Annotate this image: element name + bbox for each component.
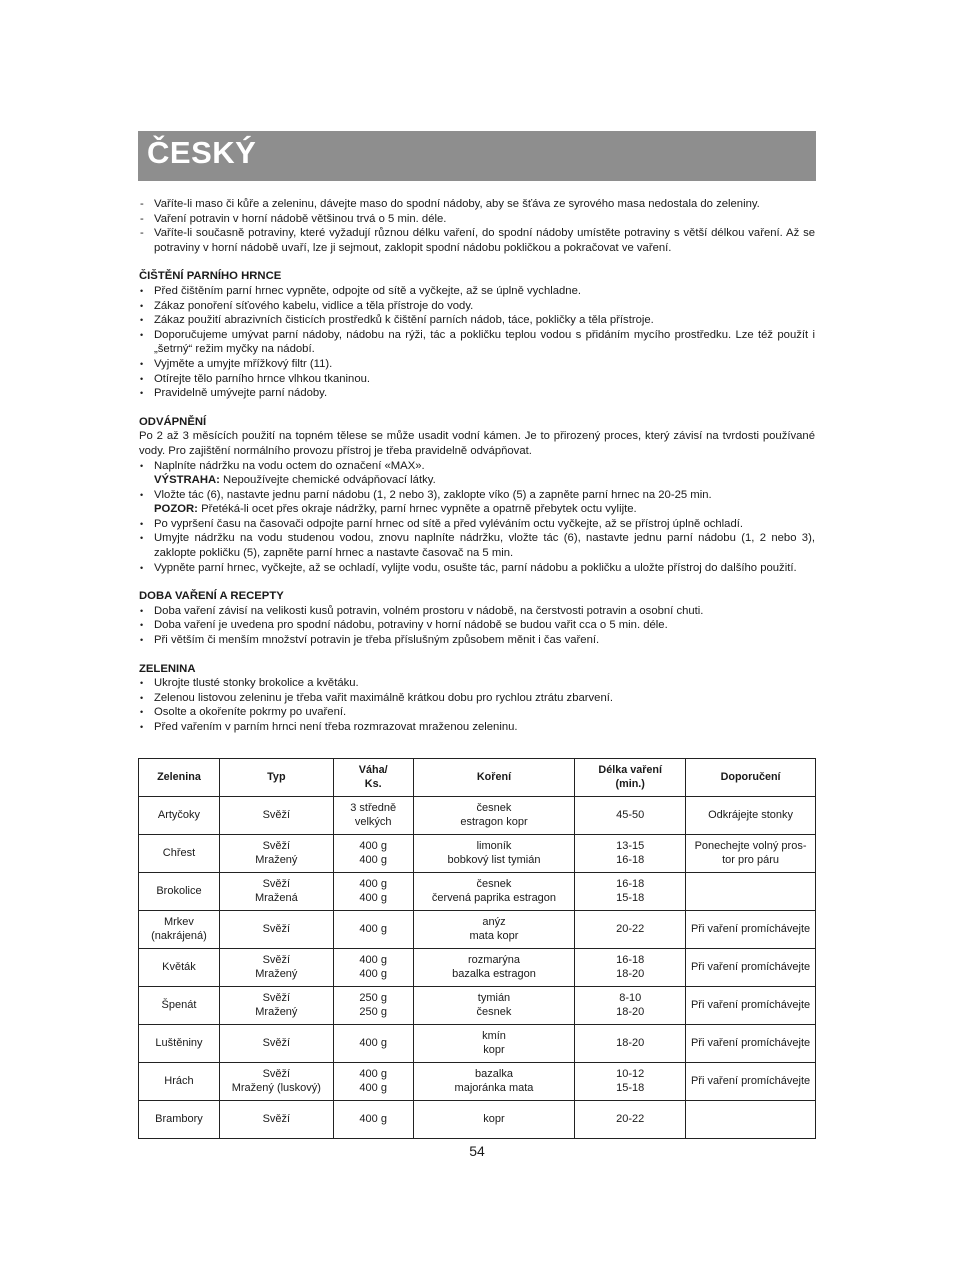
descaling-item: • Vypněte parní hrnec, vyčkejte, až se ochladí, vylijte vodu, osušte tác, parní nádobu a pokličku a uložte přístroj do dalšího použití.: [139, 561, 815, 576]
cell-line: 20-22: [616, 922, 645, 935]
cleaning-item: • Zákaz použití abrazivních čisticích prostředků k čištění parních nádob, táce, pokličky a těla přístroje.: [139, 313, 815, 328]
table-cell: [219, 873, 333, 911]
descaling-item: • Umyjte nádržku na vodu studenou vodou, znovu naplníte nádržku, vložte tác (6), nastavte jednu parní nádobu (1, 2 nebo 3), zaklopte pokličku (5), zapněte parní hrnec a nastavte časovač na 5 min.: [139, 531, 815, 560]
table-header-row: [139, 759, 816, 797]
table-cell: [575, 1063, 686, 1101]
cell-line: bazalka: [475, 1068, 513, 1080]
table-cell: [413, 987, 575, 1025]
cell-line: Svěží: [262, 992, 291, 1004]
cell-line: Brambory: [155, 1112, 203, 1125]
language-header-bar: [138, 131, 816, 181]
table-cell: [219, 911, 333, 949]
cell-line: bazalka estragon: [452, 967, 536, 980]
cell-line: Mražený (luskový): [231, 1081, 321, 1094]
table-cell: [139, 1101, 220, 1139]
table-cell: [413, 911, 575, 949]
column-header: [139, 759, 220, 797]
table-body: [139, 797, 816, 1139]
cooking-time-item: • Při větším či menším množství potravin je třeba příslušným způsobem měnit i čas vaření.: [139, 633, 815, 648]
cell-line: 400 g: [359, 891, 387, 904]
table-cell: [139, 797, 220, 835]
table-cell: [686, 797, 816, 835]
cell-line: 400 g: [359, 1081, 387, 1094]
table-cell: [413, 1101, 575, 1139]
table-cell: [219, 1063, 333, 1101]
table-cell: [333, 835, 413, 873]
table-cell: [333, 873, 413, 911]
table-cell: [219, 1101, 333, 1139]
cleaning-item: • Před čištěním parní hrnec vypněte, odpojte od sítě a vyčkejte, až se úplně vychladne.: [139, 284, 815, 299]
table-cell: [333, 911, 413, 949]
table-cell: [219, 797, 333, 835]
cell-line: Svěží: [262, 808, 291, 821]
cell-line: Mražený: [255, 853, 298, 866]
table-cell: [139, 835, 220, 873]
table-cell: [139, 1063, 220, 1101]
vegetables-item: • Ukrojte tlusté stonky brokolice a květáku.: [139, 676, 815, 691]
cell-line: Mražený: [255, 967, 298, 980]
table-cell: [333, 1101, 413, 1139]
vegetables-item: • Před vařením v parním hrnci není třeba rozmrazovat mraženou zeleninu.: [139, 720, 815, 735]
intro-item: - Vaříte-li maso či kůře a zeleninu, dávejte maso do spodní nádoby, aby se šťáva ze syrového masa nedostala do zeleniny.: [139, 197, 815, 212]
cleaning-item: • Doporučujeme umývat parní nádoby, nádobu na rýži, tác a pokličku teplou vodou s přidáním mycího prostředku. Lze též použít i „šetrný“ režim myčky na nádobí.: [139, 328, 815, 357]
cell-line: 13-15: [616, 840, 645, 852]
cell-line: 400 g: [359, 922, 387, 935]
table-row: [139, 911, 816, 949]
table-row: [139, 1101, 816, 1139]
cell-line: Svěží: [262, 1036, 291, 1049]
cell-line: (nakrájená): [151, 929, 207, 942]
cell-line: 400 g: [359, 853, 387, 866]
cell-line: Luštěniny: [155, 1036, 203, 1049]
table-cell: [575, 835, 686, 873]
table-cell: [575, 873, 686, 911]
cell-line: 400 g: [359, 967, 387, 980]
cell-line: tor pro páru: [722, 853, 779, 866]
table-cell: [413, 1063, 575, 1101]
cell-line: 15-18: [616, 891, 645, 904]
cell-line: 16-18: [616, 878, 645, 890]
vegetables-heading: ZELENINA: [139, 662, 196, 675]
table-cell: [686, 835, 816, 873]
cell-line: 400 g: [359, 1068, 387, 1080]
cell-line: 250 g: [359, 992, 387, 1004]
table-cell: [413, 1025, 575, 1063]
cell-line: Při vaření promíchávejte: [690, 922, 811, 935]
cell-line: Špenát: [161, 998, 197, 1011]
cell-line: 400 g: [359, 878, 387, 890]
cell-line: Chřest: [162, 846, 196, 859]
cell-line: Při vaření promíchávejte: [690, 960, 811, 973]
cell-line: 18-20: [616, 1005, 645, 1018]
table-row: [139, 835, 816, 873]
cell-line: Koření: [476, 770, 512, 783]
table-cell: [219, 1025, 333, 1063]
cell-line: 8-10: [619, 992, 642, 1004]
warning-note: [154, 473, 815, 488]
cell-line: Svěží: [262, 840, 291, 852]
cleaning-item: • Pravidelně umývejte parní nádoby.: [139, 386, 815, 401]
cell-line: 400 g: [359, 1112, 387, 1125]
table-row: [139, 949, 816, 987]
cell-line: Délka vaření: [598, 764, 663, 776]
cell-line: 15-18: [616, 1081, 645, 1094]
table-cell: [575, 949, 686, 987]
cell-line: Zelenina: [157, 770, 201, 783]
cell-line: Svěží: [262, 922, 291, 935]
cell-line: Svěží: [262, 1112, 291, 1125]
cell-line: velkých: [354, 815, 392, 828]
caution-note: [154, 502, 815, 517]
page-title: ČESKÝ: [147, 135, 257, 170]
descaling-item: [139, 459, 815, 488]
cell-line: kopr: [483, 1043, 505, 1056]
cell-line: Artyčoky: [157, 808, 201, 821]
table-cell: [333, 1025, 413, 1063]
cell-line: 250 g: [359, 1005, 387, 1018]
table-row: [139, 987, 816, 1025]
cell-line: 10-12: [616, 1068, 645, 1080]
table-cell: [333, 797, 413, 835]
table-cell: [219, 835, 333, 873]
caution-text: Přetéká-li ocet přes okraje nádržky, parní hrnec vypněte a opatrně přebytek octu vylijte.: [197, 503, 637, 516]
cell-line: česnek: [476, 1005, 512, 1018]
vegetable-cooking-table: [138, 758, 816, 1139]
intro-item: - Vaříte-li současně potraviny, které vyžadují různou délku vaření, do spodní nádoby umístěte potraviny s větší délkou vaření. Až se potraviny v horní nádobě uvaří, lze ji sejmout, zaklopit spodní nádobu pokličkou a pokračovat ve vaření.: [139, 226, 815, 255]
table-cell: [139, 1025, 220, 1063]
cell-line: tymián: [477, 992, 511, 1004]
cell-line: Svěží: [262, 1068, 291, 1080]
cooking-time-list: [139, 604, 815, 648]
table-row: [139, 1063, 816, 1101]
intro-list: [139, 197, 815, 255]
cleaning-heading: ČIŠTĚNÍ PARNÍHO HRNCE: [139, 270, 282, 283]
cell-line: mata kopr: [469, 929, 519, 942]
column-header: [219, 759, 333, 797]
cell-line: 400 g: [359, 954, 387, 966]
cleaning-item: • Vyjměte a umyjte mřížkový filtr (11).: [139, 357, 815, 372]
table-cell: [686, 987, 816, 1025]
table-cell: [139, 911, 220, 949]
cell-line: Při vaření promíchávejte: [690, 1036, 811, 1049]
cell-line: 16-18: [616, 853, 645, 866]
table-cell: [333, 949, 413, 987]
table-cell: [139, 873, 220, 911]
descaling-item-text: Naplníte nádržku na vodu octem do označení «MAX».: [154, 459, 425, 472]
cell-line: Svěží: [262, 878, 291, 890]
table-cell: [413, 949, 575, 987]
cell-line: 20-22: [616, 1112, 645, 1125]
column-header: [575, 759, 686, 797]
column-header: [686, 759, 816, 797]
cooking-time-item: • Doba vaření je uvedena pro spodní nádobu, potraviny v horní nádobě se budou vařit cca o 5 min. déle.: [139, 618, 815, 633]
cell-line: Ks.: [364, 777, 382, 790]
caution-label: POZOR:: [154, 503, 198, 516]
cell-line: majoránka mata: [454, 1081, 534, 1094]
cell-line: Odkrájejte stonky: [708, 808, 794, 821]
cell-line: Mražený: [255, 1005, 298, 1018]
table-cell: [575, 797, 686, 835]
table-cell: [575, 1101, 686, 1139]
cleaning-item: • Otírejte tělo parního hrnce vlhkou tkaninou.: [139, 372, 815, 387]
cell-line: Mražená: [254, 891, 298, 904]
table-cell: [686, 873, 816, 911]
cell-line: Doporučení: [720, 770, 781, 783]
cell-line: estragon kopr: [460, 815, 528, 828]
table-row: [139, 1025, 816, 1063]
descaling-heading: ODVÁPNĚNÍ: [139, 415, 207, 428]
cooking-time-item: • Doba vaření závisí na velikosti kusů potravin, volném prostoru v nádobě, na čerstvosti potravin a osobní chuti.: [139, 604, 815, 619]
cell-line: Hrách: [164, 1074, 194, 1087]
table-cell: [686, 1063, 816, 1101]
cell-line: 18-20: [616, 1036, 645, 1049]
table-cell: [686, 1025, 816, 1063]
cell-line: Při vaření promíchávejte: [690, 998, 811, 1011]
table-cell: [413, 873, 575, 911]
descaling-intro: Po 2 až 3 měsících použití na topném tělese se může usadit vodní kámen. Je to přirozený proces, který závisí na tvrdosti používané vody. Pro zajištění normálního provozu přístroj je třeba pravidelně odvápňovat.: [139, 430, 815, 457]
table-cell: [575, 987, 686, 1025]
cell-line: červená paprika estragon: [431, 891, 557, 904]
cell-line: 400 g: [359, 1036, 387, 1049]
warning-text: Nepoužívejte chemické odvápňovací látky.: [219, 474, 436, 487]
cell-line: 16-18: [616, 954, 645, 966]
descaling-item-text: Vložte tác (6), nastavte jednu parní nádobu (1, 2 nebo 3), zaklopte víko (5) a zapněte parní hrnec na 20-25 min.: [154, 488, 712, 501]
cell-line: anýz: [482, 916, 506, 928]
cooking-time-heading: DOBA VAŘENÍ A RECEPTY: [139, 590, 284, 603]
table-cell: [219, 987, 333, 1025]
cell-line: česnek: [476, 802, 512, 814]
cell-line: Brokolice: [156, 884, 202, 897]
table-row: [139, 797, 816, 835]
page-number: 54: [469, 1143, 485, 1159]
table-cell: [686, 1101, 816, 1139]
cell-line: 45-50: [616, 808, 645, 821]
table-cell: [413, 797, 575, 835]
descaling-item: • Po vypršení času na časovači odpojte parní hrnec od sítě a před vyléváním octu vyčkejte, až se přístroj úplně ochladí.: [139, 517, 815, 532]
cell-line: bobkový list tymián: [447, 853, 541, 866]
cell-line: Svěží: [262, 954, 291, 966]
cell-line: česnek: [476, 878, 512, 890]
table-cell: [575, 1025, 686, 1063]
cell-line: (min.): [615, 777, 645, 790]
cell-line: Při vaření promíchávejte: [690, 1074, 811, 1087]
cell-line: Mrkev: [163, 916, 194, 928]
table-cell: [219, 949, 333, 987]
cell-line: kmín: [482, 1030, 506, 1042]
cell-line: 400 g: [359, 840, 387, 852]
cell-line: Květák: [162, 960, 196, 973]
table-cell: [686, 949, 816, 987]
cleaning-list: [139, 284, 815, 401]
descaling-item: [139, 488, 815, 517]
cell-line: rozmarýna: [468, 954, 520, 966]
document-body: [139, 197, 815, 735]
vegetables-list: [139, 676, 815, 734]
cleaning-item: • Zákaz ponoření síťového kabelu, vidlice a těla přístroje do vody.: [139, 299, 815, 314]
table-cell: [333, 987, 413, 1025]
cell-line: kopr: [483, 1112, 505, 1125]
warning-label: VÝSTRAHA:: [154, 474, 220, 487]
intro-item: - Vaření potravin v horní nádobě většinou trvá o 5 min. déle.: [139, 212, 815, 227]
table-cell: [413, 835, 575, 873]
cell-line: Typ: [267, 770, 286, 783]
cell-line: Ponechejte volný pros-: [694, 840, 807, 852]
table-cell: [139, 949, 220, 987]
table-row: [139, 873, 816, 911]
table-cell: [333, 1063, 413, 1101]
descaling-list: [139, 459, 815, 576]
table-cell: [686, 911, 816, 949]
cell-line: 18-20: [616, 967, 645, 980]
cell-line: Váha/: [358, 764, 388, 776]
cell-line: 3 středně: [350, 802, 397, 814]
vegetables-item: • Osolte a okořeníte pokrmy po uvaření.: [139, 705, 815, 720]
cell-line: limoník: [476, 840, 512, 852]
table-cell: [139, 987, 220, 1025]
column-header: [333, 759, 413, 797]
vegetables-item: • Zelenou listovou zeleninu je třeba vařit maximálně krátkou dobu pro rychlou ztrátu zbarvení.: [139, 691, 815, 706]
table-cell: [575, 911, 686, 949]
column-header: [413, 759, 575, 797]
